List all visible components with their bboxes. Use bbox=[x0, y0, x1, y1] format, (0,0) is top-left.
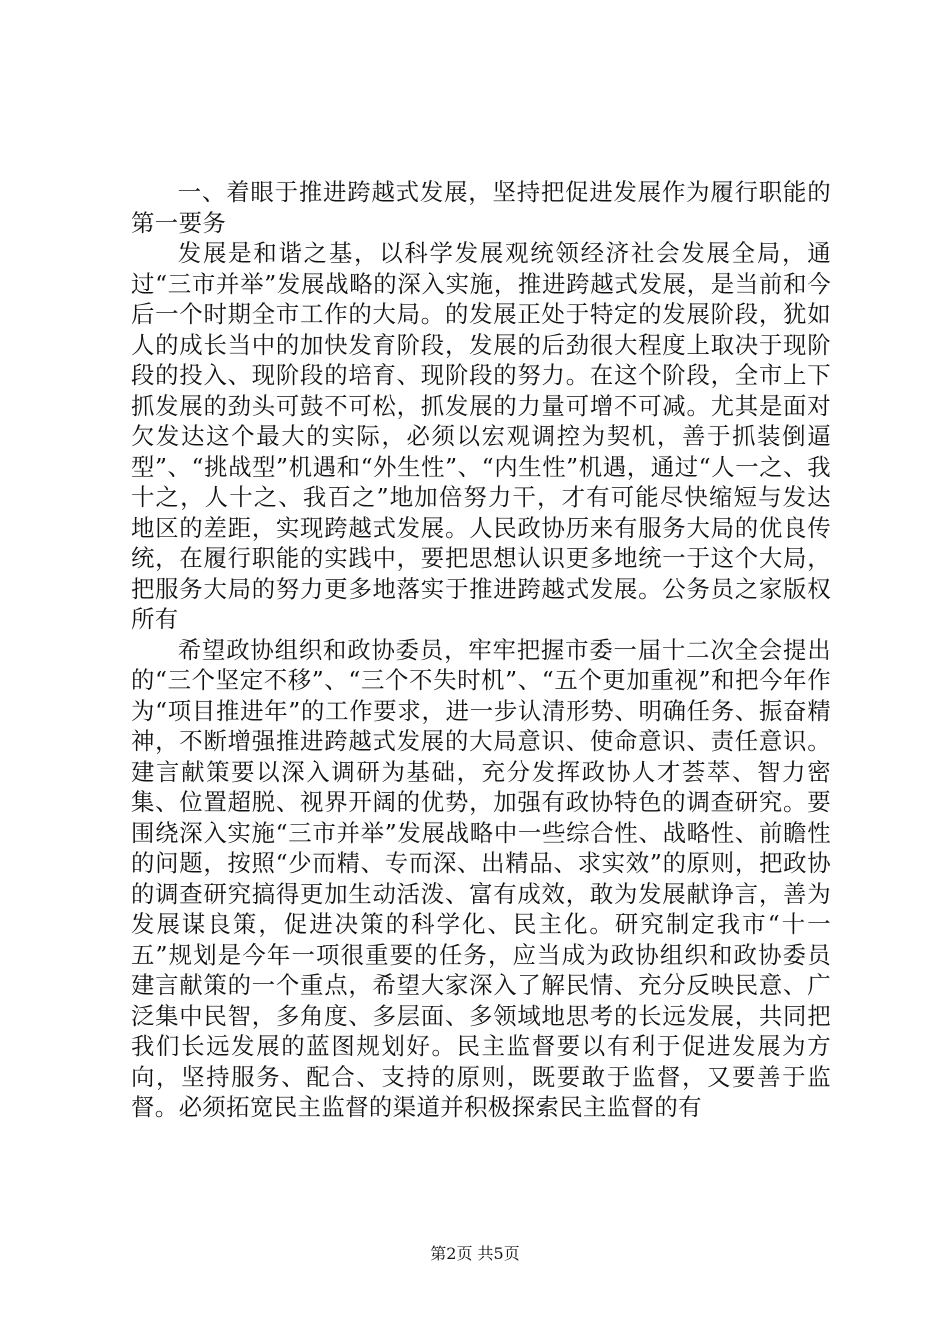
document-body bbox=[131, 177, 831, 1123]
page-number-footer: 第2页 共5页 bbox=[430, 1244, 520, 1263]
body-paragraph: 希望政协组织和政协委员，牢牢把握市委一届十二次全会提出的“三个坚定不移”、“三个不失时机”、“五个更加重视”和把今年作为“项目推进年”的工作要求，进一步认清形势、明确任务、振奋精神，不断增强推进跨越式发展的大局意识、使命意识、责任意识。建言献策要以深入调研为基础，充分发挥政协人才荟萃、智力密集、位置超脱、视界开阔的优势，加强有政协特色的调查研究。要围绕深入实施“三市并举”发展战略中一些综合性、战略性、前瞻性的问题，按照“少而精、专而深、出精品、求实效”的原则，把政协的调查研究搞得更加生动活泼、富有成效，敢为发展献诤言，善为发展谋良策，促进决策的科学化、民主化。研究制定我市“十一五”规划是今年一项很重要的任务，应当成为政协组织和政协委员建言献策的一个重点，希望大家深入了解民情、充分反映民意、广泛集中民智，多角度、多层面、多领域地思考的长远发展，共同把我们长远发展的蓝图规划好。民主监督要以有利于促进发展为方向，坚持服务、配合、支持的原则，既要敢于监督，又要善于监督。必须拓宽民主监督的渠道并积极探索民主监督的有 bbox=[131, 635, 831, 1121]
body-paragraph: 发展是和谐之基，以科学发展观统领经济社会发展全局，通过“三市并举”发展战略的深入实施，推进跨越式发展，是当前和今后一个时期全市工作的大局。的发展正处于特定的发展阶段，犹如人的成长当中的加快发育阶段，发展的后劲很大程度上取决于现阶段的投入、现阶段的培育、现阶段的努力。在这个阶段，全市上下抓发展的劲头可鼓不可松，抓发展的力量可增不可减。尤其是面对欠发达这个最大的实际，必须以宏观调控为契机，善于抓装倒逼型”、“挑战型”机遇和“外生性”、“内生性”机遇，通过“人一之、我十之，人十之、我百之”地加倍努力干，才有可能尽快缩短与发达地区的差距，实现跨越式发展。人民政协历来有服务大局的优良传统，在履行职能的实践中，要把思想认识更多地统一于这个大局，把服务大局的努力更多地落实于推进跨越式发展。公务员之家版权所有 bbox=[131, 239, 831, 633]
section-heading: 一、着眼于推进跨越式发展，坚持把促进发展作为履行职能的第一要务 bbox=[131, 178, 831, 237]
